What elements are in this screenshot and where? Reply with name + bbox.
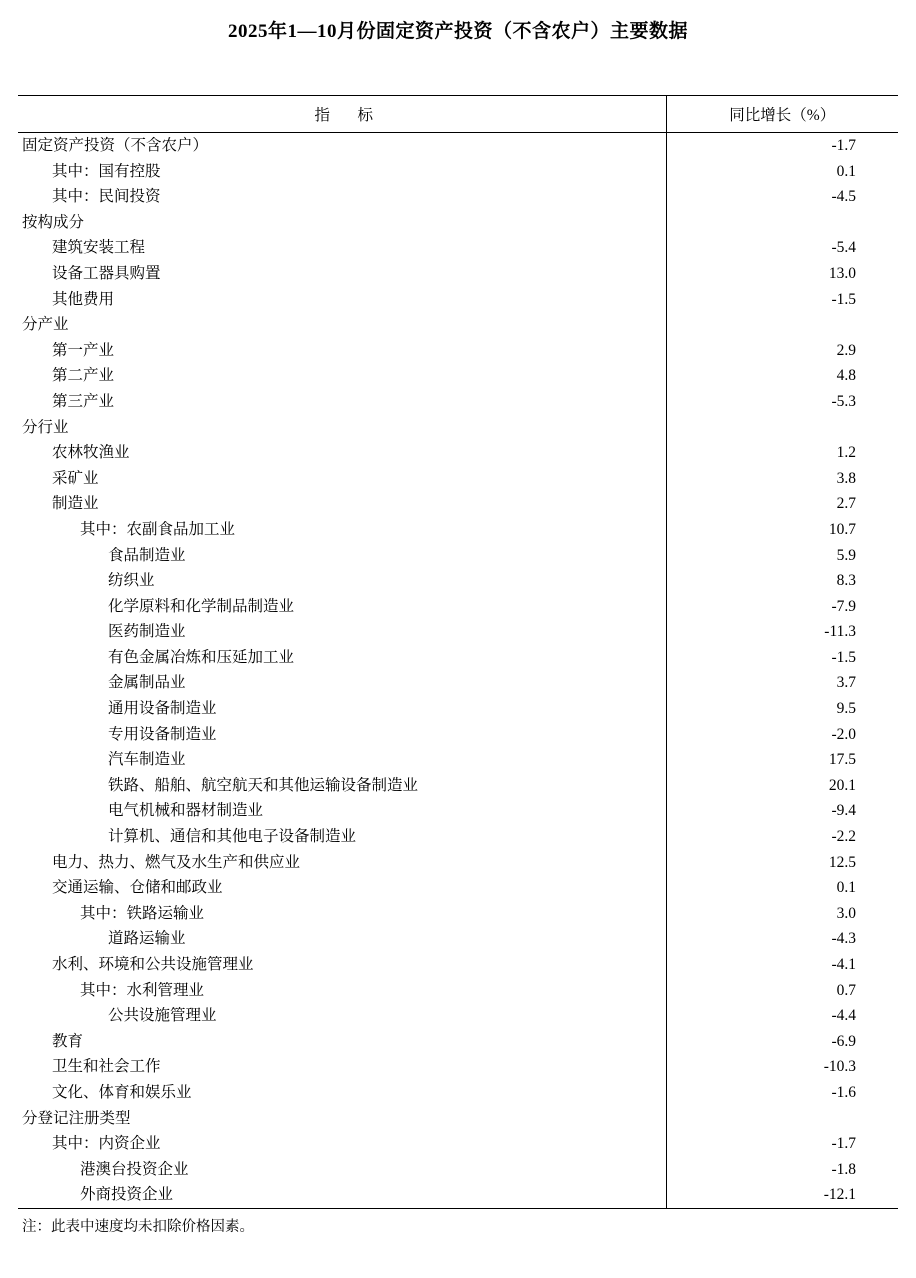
row-value: 3.8	[666, 466, 898, 492]
row-value	[666, 1106, 898, 1132]
row-label: 有色金属冶炼和压延加工业	[108, 648, 295, 666]
table-row	[18, 159, 898, 185]
table-row	[18, 901, 898, 927]
table-row	[18, 722, 898, 748]
row-value: 20.1	[666, 773, 898, 799]
statistics-table-container	[18, 43, 898, 1209]
table-row	[18, 1182, 898, 1208]
row-label: 固定资产投资（不含农户）	[22, 137, 209, 154]
row-label: 交通运输、仓储和邮政业	[52, 879, 223, 897]
row-value: -9.4	[666, 798, 898, 824]
row-value: 17.5	[666, 747, 898, 773]
table-header-row	[18, 96, 898, 133]
row-value: 4.8	[666, 363, 898, 389]
row-label: 其中：国有控股	[52, 162, 161, 180]
table-row	[18, 645, 898, 671]
column-header-indicator: 指 标	[18, 96, 666, 133]
table-row	[18, 1080, 898, 1106]
row-label: 第三产业	[52, 392, 115, 410]
table-row	[18, 1106, 898, 1132]
row-value: 12.5	[666, 850, 898, 876]
row-label: 建筑安装工程	[52, 239, 146, 257]
row-label: 农林牧渔业	[52, 444, 130, 462]
row-label: 采矿业	[52, 469, 99, 487]
table-row	[18, 363, 898, 389]
table-row	[18, 184, 898, 210]
table-row	[18, 670, 898, 696]
row-value: -4.1	[666, 952, 898, 978]
table-row	[18, 415, 898, 441]
table-row	[18, 287, 898, 313]
table-row	[18, 978, 898, 1004]
row-value: 2.7	[666, 491, 898, 517]
table-row	[18, 517, 898, 543]
table-row	[18, 261, 898, 287]
row-label: 教育	[52, 1032, 84, 1050]
table-row	[18, 235, 898, 261]
row-value: -12.1	[666, 1182, 898, 1208]
table-row	[18, 1003, 898, 1029]
row-value: 10.7	[666, 517, 898, 543]
row-label: 其中：内资企业	[52, 1135, 161, 1153]
table-row	[18, 926, 898, 952]
row-label: 食品制造业	[108, 546, 186, 564]
row-label: 第一产业	[52, 341, 115, 359]
table-row	[18, 210, 898, 236]
row-label: 制造业	[52, 495, 99, 513]
row-value: 0.7	[666, 978, 898, 1004]
row-value: 1.2	[666, 440, 898, 466]
row-label: 其中：农副食品加工业	[80, 520, 236, 538]
row-label: 电力、热力、燃气及水生产和供应业	[52, 853, 301, 871]
row-label: 通用设备制造业	[108, 700, 217, 718]
row-value: -1.5	[666, 287, 898, 313]
table-note: 注：此表中速度均未扣除价格因素。	[22, 1218, 254, 1235]
table-row	[18, 491, 898, 517]
row-value: -11.3	[666, 619, 898, 645]
table-row	[18, 798, 898, 824]
row-label: 公共设施管理业	[108, 1007, 217, 1025]
table-body	[18, 133, 898, 1209]
row-label: 按构成分	[22, 213, 85, 231]
row-label: 其中：水利管理业	[80, 981, 205, 999]
table-row	[18, 568, 898, 594]
row-value: -2.0	[666, 722, 898, 748]
row-value: -4.4	[666, 1003, 898, 1029]
row-value: -7.9	[666, 594, 898, 620]
row-label: 文化、体育和娱乐业	[52, 1083, 192, 1101]
page-title: 2025年1—10月份固定资产投资（不含农户）主要数据	[227, 21, 688, 42]
row-value: -4.5	[666, 184, 898, 210]
table-row	[18, 1157, 898, 1183]
row-label: 电气机械和器材制造业	[108, 802, 264, 820]
row-value: 8.3	[666, 568, 898, 594]
row-label: 汽车制造业	[108, 751, 186, 769]
row-value: -1.8	[666, 1157, 898, 1183]
row-label: 分产业	[22, 316, 69, 334]
row-label: 医药制造业	[108, 623, 186, 641]
table-row	[18, 133, 898, 159]
row-label: 计算机、通信和其他电子设备制造业	[108, 828, 357, 846]
row-label: 纺织业	[108, 572, 155, 590]
row-label: 外商投资企业	[18, 1182, 666, 1208]
row-value: 0.1	[666, 875, 898, 901]
table-row	[18, 389, 898, 415]
row-value: 9.5	[666, 696, 898, 722]
row-value: -5.3	[666, 389, 898, 415]
table-row	[18, 850, 898, 876]
row-value	[666, 312, 898, 338]
row-label: 水利、环境和公共设施管理业	[52, 956, 254, 973]
row-label: 分登记注册类型	[22, 1109, 131, 1127]
column-header-growth: 同比增长（%）	[666, 96, 898, 133]
row-value: 3.7	[666, 670, 898, 696]
row-value: -1.6	[666, 1080, 898, 1106]
table-row	[18, 1054, 898, 1080]
table-row	[18, 773, 898, 799]
row-value: -1.7	[666, 133, 898, 159]
row-label: 专用设备制造业	[108, 725, 217, 743]
statistics-table	[18, 95, 898, 1209]
row-value: -6.9	[666, 1029, 898, 1055]
table-row	[18, 594, 898, 620]
table-row	[18, 1131, 898, 1157]
table-header	[18, 96, 898, 133]
table-row	[18, 619, 898, 645]
table-row	[18, 1029, 898, 1055]
row-label: 铁路、船舶、航空航天和其他运输设备制造业	[108, 776, 419, 794]
row-label: 其中：铁路运输业	[80, 904, 205, 922]
table-row	[18, 312, 898, 338]
row-label: 第二产业	[52, 367, 115, 385]
row-value: -2.2	[666, 824, 898, 850]
row-value: 2.9	[666, 338, 898, 364]
row-value: 3.0	[666, 901, 898, 927]
row-value: -5.4	[666, 235, 898, 261]
row-value: 5.9	[666, 543, 898, 569]
table-row	[18, 338, 898, 364]
row-label: 港澳台投资企业	[80, 1160, 189, 1178]
row-label: 设备工器具购置	[52, 264, 161, 282]
row-label: 分行业	[22, 418, 69, 436]
row-label: 其中：民间投资	[52, 188, 161, 206]
row-value: 13.0	[666, 261, 898, 287]
row-value: -4.3	[666, 926, 898, 952]
table-row	[18, 466, 898, 492]
row-value	[666, 415, 898, 441]
table-row	[18, 543, 898, 569]
table-row	[18, 440, 898, 466]
row-label: 金属制品业	[108, 674, 186, 692]
row-label: 道路运输业	[108, 930, 186, 948]
row-label: 化学原料和化学制品制造业	[108, 597, 295, 615]
table-row	[18, 875, 898, 901]
row-label: 卫生和社会工作	[52, 1058, 161, 1076]
row-value: -1.5	[666, 645, 898, 671]
row-value: -10.3	[666, 1054, 898, 1080]
row-label: 其他费用	[52, 290, 115, 308]
table-row	[18, 824, 898, 850]
table-row	[18, 952, 898, 978]
row-value: 0.1	[666, 159, 898, 185]
row-value: -1.7	[666, 1131, 898, 1157]
table-row	[18, 696, 898, 722]
row-value	[666, 210, 898, 236]
table-row	[18, 747, 898, 773]
